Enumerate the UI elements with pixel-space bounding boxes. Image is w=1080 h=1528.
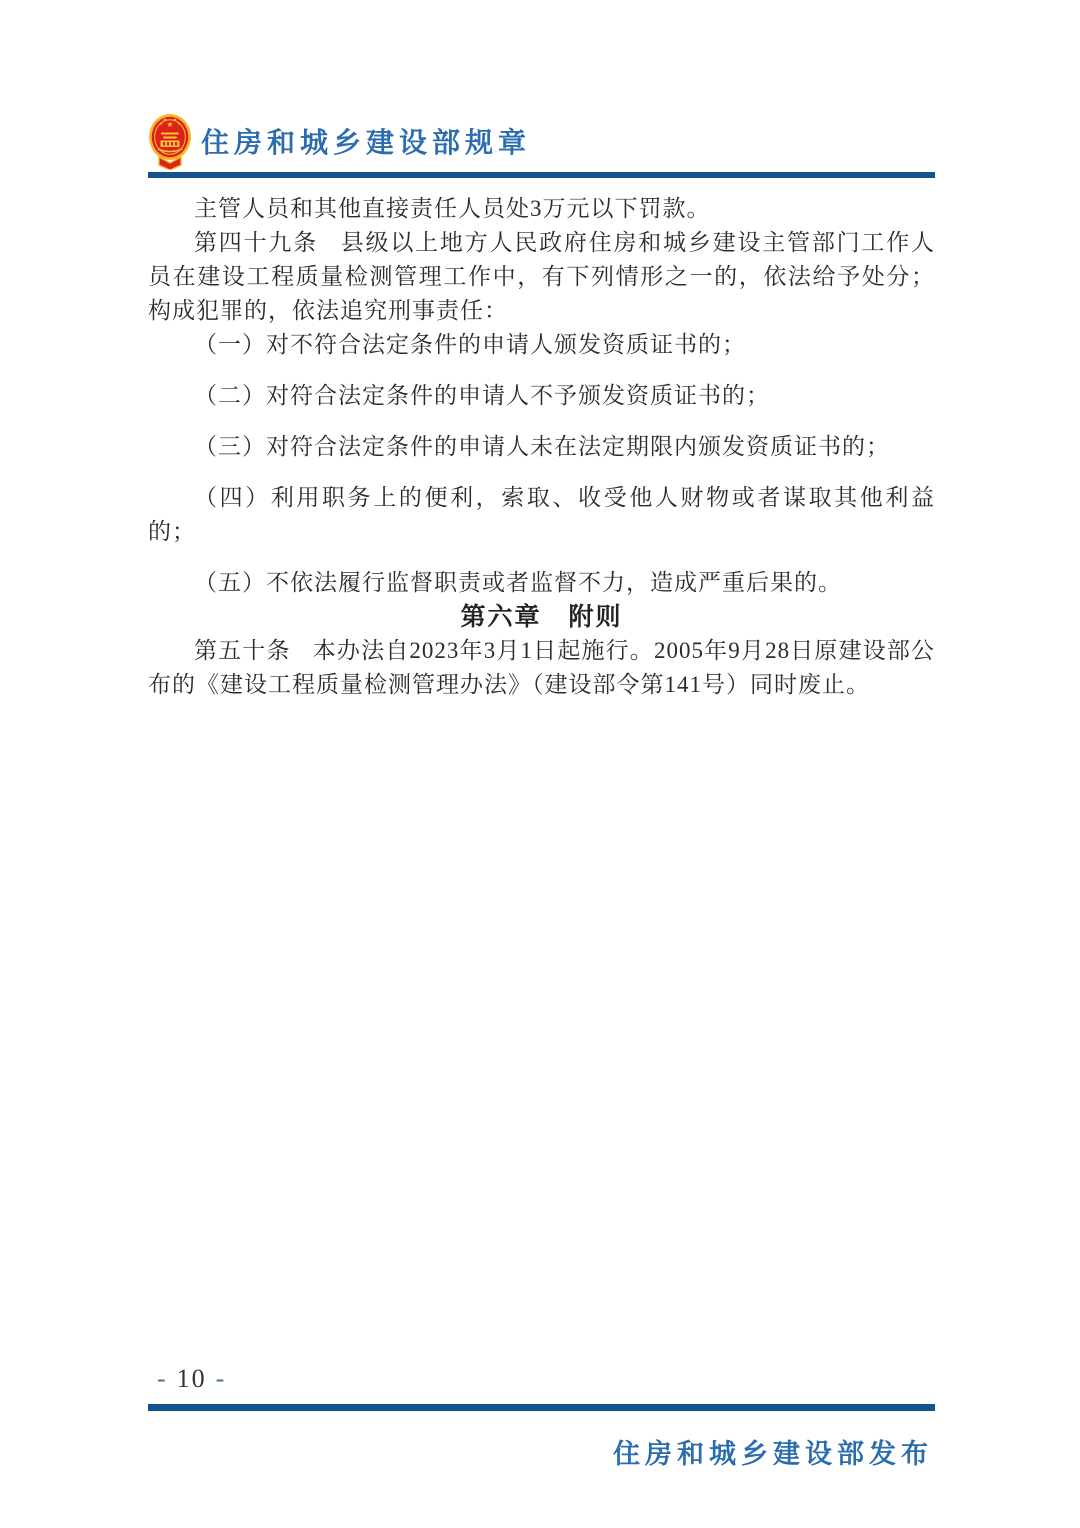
header-divider: [148, 172, 935, 178]
list-item-1: （一）对不符合法定条件的申请人颁发资质证书的；: [194, 332, 746, 357]
chapter-heading: 第六章 附则: [460, 603, 623, 631]
page-number-value: 10: [176, 1364, 207, 1393]
svg-text:★: ★: [158, 121, 164, 126]
page-header: [148, 112, 935, 170]
document-body: [148, 192, 935, 702]
article-50-text: 本办法自2023年3月1日起施行。2005年9月28日原建设部公布的《建设工程质量检测管理办法》（建设部令第141号）同时废止。: [148, 638, 936, 697]
svg-text:★: ★: [162, 117, 168, 122]
article-50-label: 第五十条: [194, 638, 291, 663]
svg-text:★: ★: [166, 120, 174, 129]
page-number-dash-right: -: [215, 1364, 227, 1393]
header-title: 住房和城乡建设部规章: [201, 128, 532, 159]
china-national-emblem-icon: [148, 112, 192, 170]
svg-text:★: ★: [172, 117, 178, 122]
paragraph-intro: 主管人员和其他直接责任人员处3万元以下罚款。: [194, 196, 711, 221]
list-item-2: （二）对符合法定条件的申请人不予颁发资质证书的；: [194, 383, 770, 408]
paragraph-article-49: [148, 226, 935, 328]
svg-text:★: ★: [176, 121, 182, 126]
article-49-label: 第四十九条: [194, 230, 318, 255]
paragraph-article-50: [148, 634, 935, 702]
article-49-text: 县级以上地方人民政府住房和城乡建设主管部门工作人员在建设工程质量检测管理工作中，有下列情形之一的，依法给予处分；构成犯罪的，依法追究刑事责任：: [148, 230, 936, 323]
list-item-5: （五）不依法履行监督职责或者监督不力，造成严重后果的。: [194, 570, 842, 595]
list-item-3: （三）对符合法定条件的申请人未在法定期限内颁发资质证书的；: [194, 434, 890, 459]
publisher-line: 住房和城乡建设部发布: [613, 1439, 933, 1469]
list-item-4: （四）利用职务上的便利，索取、收受他人财物或者谋取其他利益的；: [148, 485, 935, 544]
page-number: [148, 1364, 235, 1394]
footer-divider: [148, 1404, 935, 1411]
page-number-dash-left: -: [157, 1364, 168, 1393]
